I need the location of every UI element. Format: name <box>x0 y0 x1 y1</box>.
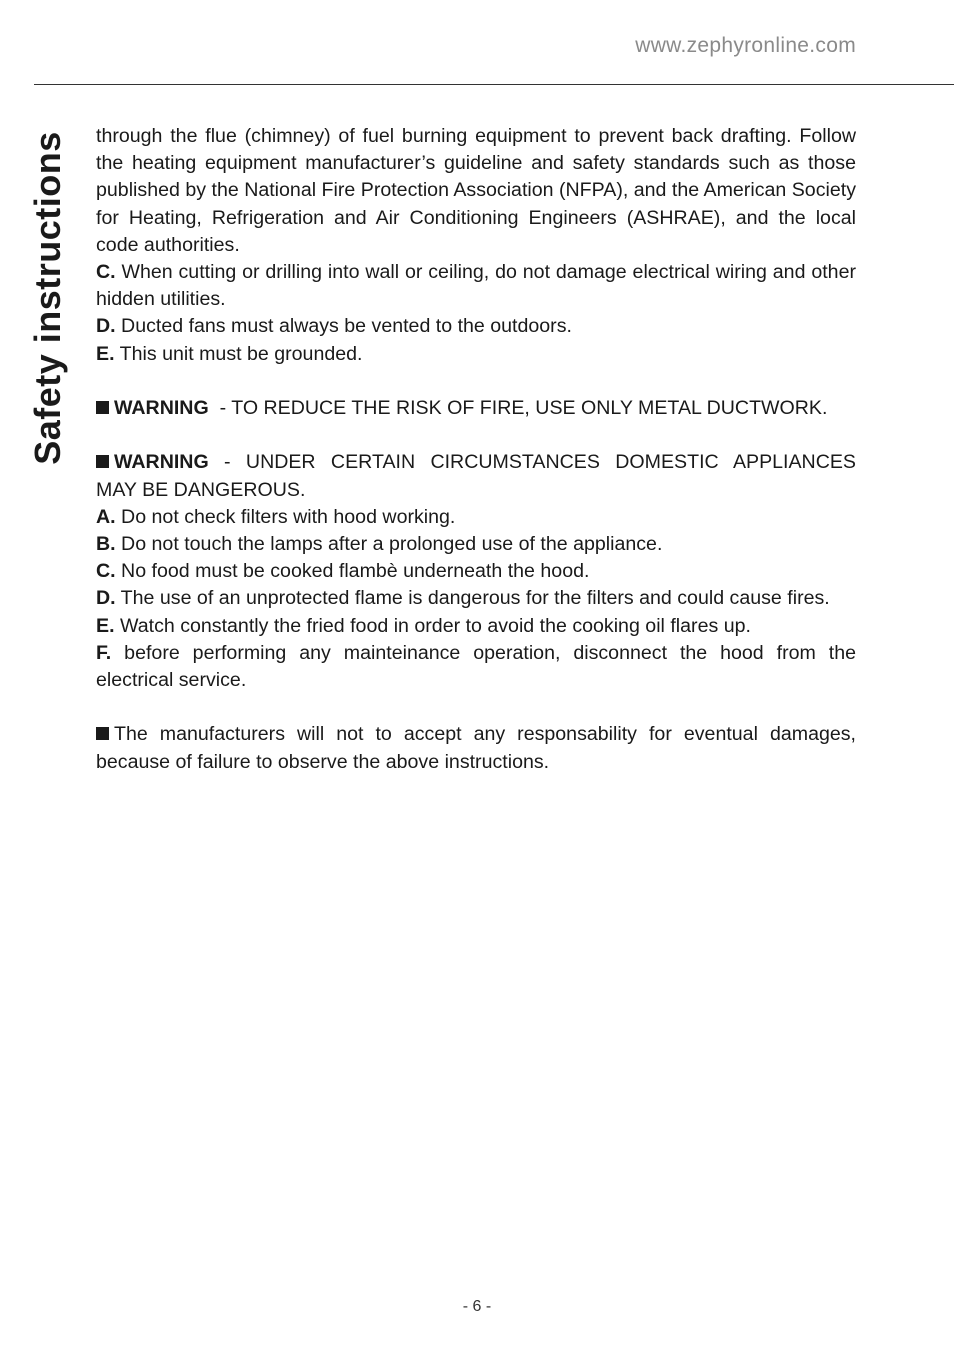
bullet-square-icon <box>96 455 109 468</box>
list-item <box>96 504 856 531</box>
list-item <box>96 558 856 585</box>
spacer <box>96 694 856 721</box>
website-url: www.zephyronline.com <box>635 34 856 57</box>
list-item <box>96 613 856 640</box>
bullet-square-icon <box>96 401 109 414</box>
warning-text: - UNDER CERTAIN CIRCUMSTANCES DOMESTIC APPLIANCES MAY BE DANGEROUS. <box>96 451 878 501</box>
section-side-title: Safety instructions <box>27 131 68 465</box>
list-item <box>96 640 856 694</box>
warning-label: WARNING <box>114 397 209 420</box>
list-item <box>96 531 856 558</box>
item-text: before performing any mainteinance operation, disconnect the hood from the electrical service. <box>96 641 856 692</box>
header-divider <box>34 84 954 85</box>
item-label: D. <box>96 315 116 338</box>
disclaimer-text: The manufacturers will not to accept any responsability for eventual damages, because of failure to observe the above instructions. <box>96 723 856 773</box>
item-label: C. <box>96 560 116 583</box>
list-item <box>96 341 856 368</box>
page-number: - 6 - <box>462 1298 492 1315</box>
warning-text: - TO REDUCE THE RISK OF FIRE, USE ONLY METAL DUCTWORK. <box>208 397 828 420</box>
item-label: E. <box>96 614 115 637</box>
item-text: Do not touch the lamps after a prolonged use of the appliance. <box>115 533 663 556</box>
item-text: No food must be cooked flambè underneath the hood. <box>115 560 590 583</box>
item-text: This unit must be grounded. <box>114 342 363 365</box>
spacer <box>96 368 856 395</box>
document-body <box>96 123 878 776</box>
disclaimer-paragraph <box>96 721 856 775</box>
list-item <box>96 585 856 612</box>
item-text: When cutting or drilling into wall or ceiling, do not damage electrical wiring and other hidden utilities. <box>96 261 856 311</box>
intro-paragraph: through the flue (chimney) of fuel burning equipment to prevent back drafting. Follow the heating equipment manufacturer’s guideline and safety standards such as those published by the National Fire Protection Association (NFPA), and the American Society for Heating, Refrigeration and Air Conditioning Engineers (ASHRAE), and the local code authorities. <box>96 125 856 256</box>
item-label: C. <box>96 261 116 284</box>
item-label: F. <box>96 641 112 664</box>
spacer <box>96 422 856 449</box>
item-label: B. <box>96 533 116 556</box>
list-item <box>96 313 856 340</box>
item-text: Watch constantly the fried food in order to avoid the cooking oil flares up. <box>114 614 751 637</box>
item-label: A. <box>96 505 116 528</box>
list-item <box>96 259 856 313</box>
bullet-square-icon <box>96 727 109 740</box>
item-label: E. <box>96 342 115 365</box>
warning-ductwork <box>96 395 856 422</box>
item-text: Ducted fans must always be vented to the outdoors. <box>115 315 572 338</box>
warning-label: WARNING <box>114 451 209 474</box>
warning-appliances <box>96 449 878 503</box>
item-label: D. <box>96 587 116 610</box>
item-text: Do not check filters with hood working. <box>115 505 456 528</box>
item-text: The use of an unprotected flame is dangerous for the filters and could cause fires. <box>115 587 830 610</box>
